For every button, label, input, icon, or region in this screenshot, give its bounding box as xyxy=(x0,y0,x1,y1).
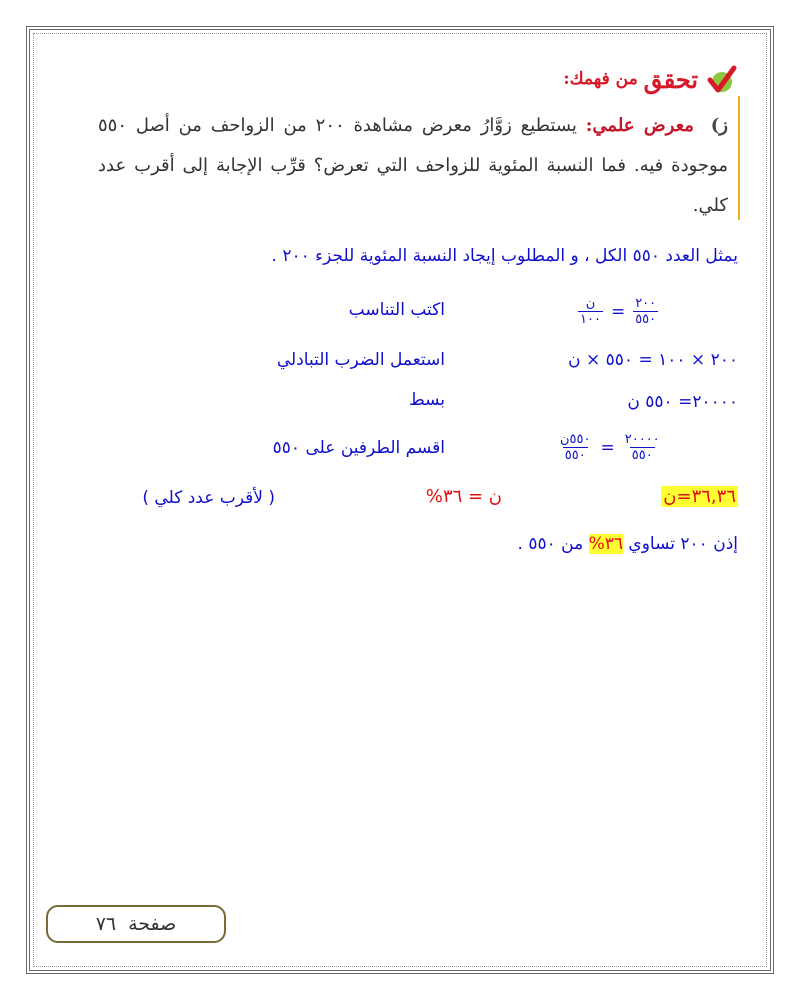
step-3-equation: ٢٠٠٠٠= ٥٥٠ ن xyxy=(627,392,738,412)
check-understanding-heading xyxy=(563,64,738,94)
fraction-right-side: $\frac{\text{٥٥٠ن}}{٥٥٠}$ xyxy=(560,432,591,463)
problem-letter: ز) xyxy=(710,115,728,136)
solution-intro: يمثل العدد ٥٥٠ الكل ، و المطلوب إيجاد النسبة المئوية للجزء ٢٠٠ . xyxy=(271,246,738,266)
step-3-label: بسط xyxy=(408,390,445,410)
step-2-equation: ٢٠٠ × ١٠٠ = ٥٥٠ × ن xyxy=(568,350,738,370)
conclusion xyxy=(518,534,739,554)
step-1-equation: $\frac{٢٠٠}{٥٥٠}$ = $\frac{\text{ن}}{١٠٠}$ xyxy=(580,296,657,327)
problem-text: يستطيع زوَّارُ معرض مشاهدة ٢٠٠ من الزواحف من أصل ٥٥٠ موجودة فيه. فما النسبة المئوية للزواحف التي تعرض؟ قرِّب الإجابة إلى أقرب عدد كلي. xyxy=(98,115,728,216)
conclusion-suffix: من ٥٥٠ . xyxy=(517,534,584,554)
conclusion-percent: ٣٦% xyxy=(588,534,623,554)
result-rounded: ن = ٣٦% xyxy=(425,486,502,507)
page-label: صفحة xyxy=(128,913,177,935)
checkmark-icon xyxy=(704,64,738,94)
step-4-label: اقسم الطرفين على ٥٥٠ xyxy=(272,438,445,458)
fraction-left-side: $\frac{٢٠٠٠٠}{٥٥٠}$ xyxy=(624,432,660,463)
conclusion-prefix: إذن ٢٠٠ تساوي xyxy=(628,534,738,554)
step-2-label: استعمل الضرب التبادلي xyxy=(276,350,445,370)
check-title: تحقق xyxy=(643,64,698,94)
problem-statement xyxy=(98,106,728,226)
result-exact: ٣٦,٣٦=ن xyxy=(663,486,736,507)
rounding-note: ( لأقرب عدد كلي ) xyxy=(142,488,275,508)
check-subtitle: من فهمك: xyxy=(563,69,638,89)
step-4-equation: $\frac{٢٠٠٠٠}{٥٥٠}$ = $\frac{\text{٥٥٠ن}}{٥٥٠}$ xyxy=(560,432,660,463)
margin-divider xyxy=(738,96,740,220)
problem-topic: معرض علمي: xyxy=(585,115,694,136)
step-1-label: اكتب التناسب xyxy=(348,300,445,320)
fraction-percent: $\frac{\text{ن}}{١٠٠}$ xyxy=(580,296,601,327)
fraction-part-whole: $\frac{٢٠٠}{٥٥٠}$ xyxy=(635,296,657,327)
page-number: ٧٦ xyxy=(95,913,117,935)
page-number-tag xyxy=(46,905,226,943)
